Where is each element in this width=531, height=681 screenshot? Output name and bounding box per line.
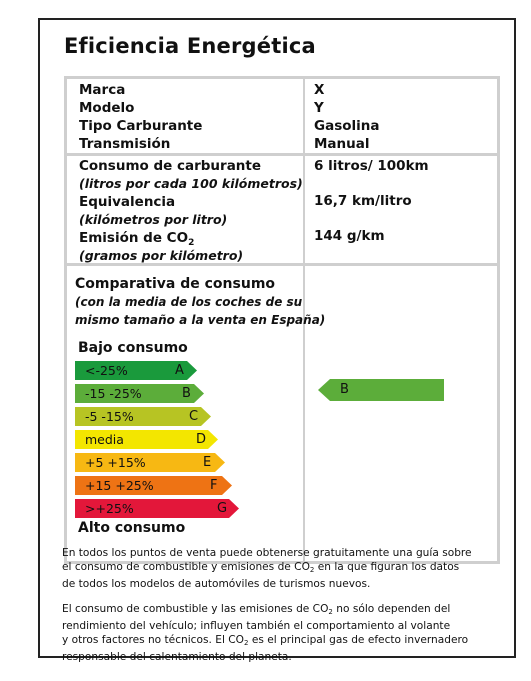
efficiency-band-label: +5 +15% (85, 455, 146, 470)
comparison-note-1: (con la media de los coches de su (75, 295, 303, 309)
efficiency-band-label: -15 -25% (85, 386, 142, 401)
brand-value: X (314, 82, 325, 98)
brand-label: Marca (79, 82, 126, 98)
efficiency-band-d (75, 430, 218, 449)
efficiency-band-class: D (196, 432, 207, 447)
vehicle-rating-arrow (318, 379, 444, 401)
efficiency-band-b (75, 384, 204, 403)
footer-line: el consumo de combustible y emisiones de $CO_2$ en la que figuran los datos (62, 561, 460, 574)
footer-paragraph-2 (62, 602, 502, 664)
efficiency-band-label: <-25% (85, 363, 128, 378)
efficiency-band-c (75, 407, 211, 426)
fuel-value: Gasolina (314, 118, 380, 134)
efficiency-band-class: A (175, 363, 184, 378)
model-value: Y (314, 100, 324, 116)
consumption-label: Consumo de carburante (79, 158, 262, 174)
efficiency-band-a (75, 361, 197, 380)
efficiency-band-label: media (85, 432, 124, 447)
model-label: Modelo (79, 100, 135, 116)
efficiency-band-f (75, 476, 232, 495)
energy-label (38, 18, 516, 663)
footer-line: En todos los puntos de venta puede obtenerse gratuitamente una guía sobre (62, 547, 472, 559)
efficiency-band-g (75, 499, 239, 518)
efficiency-band-class: F (210, 478, 218, 493)
efficiency-band-class: G (217, 501, 228, 516)
equivalence-label: Equivalencia (79, 194, 176, 210)
footer-line: responsable del calentamiento del planeta. (62, 651, 292, 663)
efficiency-band-label: >+25% (85, 501, 134, 516)
efficiency-band-class: B (182, 386, 191, 401)
low-consumption-label: Bajo consumo (78, 340, 188, 356)
footer-line: El consumo de combustible y las emisiones de $CO_2$ no sólo dependen del (62, 603, 451, 616)
comparison-heading: Comparativa de consumo (75, 276, 276, 292)
efficiency-band-class: C (189, 409, 199, 424)
equivalence-sub: (kilómetros por litro) (79, 212, 228, 227)
footer-line: de todos los modelos de automóviles de turismos nuevos. (62, 578, 371, 590)
label-title: Eficiencia Energética (64, 34, 316, 58)
transmission-value: Manual (314, 136, 370, 152)
efficiency-band-label: +15 +25% (85, 478, 154, 493)
efficiency-band-label: -5 -15% (85, 409, 134, 424)
vehicle-rating-class: B (340, 382, 349, 397)
high-consumption-label: Alto consumo (78, 520, 186, 536)
comparison-note-2: mismo tamaño a la venta en España) (75, 313, 326, 327)
emission-value: 144 g/km (314, 228, 385, 244)
fuel-label: Tipo Carburante (79, 118, 203, 134)
efficiency-band-e (75, 453, 225, 472)
emission-label: Emisión de $CO_2$ (79, 230, 195, 248)
footer-paragraph-1 (62, 546, 502, 591)
consumption-sub: (litros por cada 100 kilómetros) (79, 176, 303, 191)
emission-sub: (gramos por kilómetro) (79, 248, 244, 263)
footer-line: y otros factores no técnicos. El $CO_2$ es el principal gas de efecto invernadero (62, 634, 469, 647)
transmission-label: Transmisión (79, 136, 171, 152)
row-divider (67, 153, 497, 156)
consumption-value: 6 litros/ 100km (314, 158, 429, 174)
efficiency-band-class: E (203, 455, 212, 470)
data-table (64, 76, 500, 564)
equivalence-value: 16,7 km/litro (314, 193, 412, 209)
footer-line: rendimiento del vehículo; influyen también el comportamiento al volante (62, 620, 451, 632)
